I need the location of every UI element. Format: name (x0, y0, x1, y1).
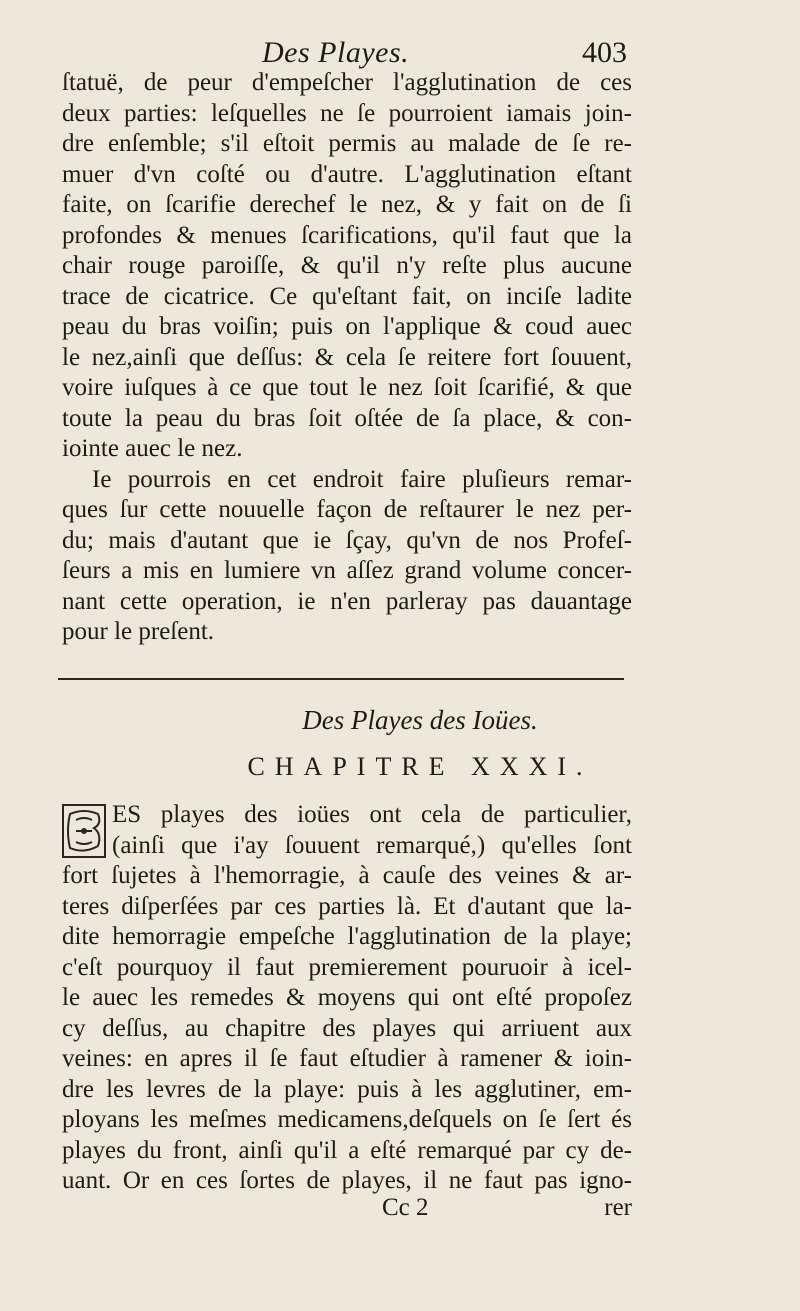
chapter-heading: CHAPITRE XXXI. (247, 752, 593, 781)
text-line: teres diſperſées par ces parties là. Et d'autant que la- (62, 892, 632, 920)
text-line: c'eſt pourquoy il faut premierement pouruoir à icel- (62, 953, 632, 981)
signature-mark: Cc 2 (382, 1194, 429, 1221)
text-line: muer d'vn coſté ou d'autre. L'agglutination eſtant (62, 160, 632, 188)
text-line: pour le preſent. (62, 618, 215, 645)
text-line: fort ſujetes à l'hemorragie, à cauſe des veines & ar- (62, 862, 632, 889)
text-line: dite hemorragie empeſche l'agglutination de la playe; (62, 923, 632, 950)
text-line: voire iuſques à ce que tout le nez ſoit ſcarifié, & que (62, 374, 632, 401)
text-line: ployans les meſmes medicamens,deſquels on ſe ſert és (62, 1106, 632, 1133)
section-title: Des Playes des Ioües. (302, 705, 538, 735)
text-line: ſtatuë, de peur d'empeſcher l'agglutination de ces (62, 69, 632, 96)
page-footer (62, 1194, 632, 1224)
section-divider-rule (58, 678, 624, 680)
text-line: cy deſſus, au chapitre des playes qui arriuent aux (62, 1014, 632, 1042)
text-line: veines: en apres il ſe faut eſtudier à ramener & ioin- (62, 1045, 632, 1072)
text-line: (ainſi que i'ay ſouuent remarqué,) qu'elles ſont (112, 831, 632, 859)
text-line: le nez,ainſi que deſſus: & cela ſe reitere fort ſouuent, (62, 343, 632, 371)
text-line: dre les levres de la playe: puis à les agglutiner, em- (62, 1075, 632, 1103)
text-line: deux parties: leſquelles ne ſe pourroient iamais join- (62, 99, 632, 127)
text-line: ſeurs a mis en lumiere vn aſſez grand volume concer- (62, 557, 632, 584)
text-line: chair rouge paroiſſe, & qu'il n'y reſte plus aucune (62, 252, 632, 279)
text-line: profondes & menues ſcarifications, qu'il faut que la (62, 221, 632, 249)
decorated-initial-icon (62, 804, 106, 858)
catchword: rer (604, 1194, 632, 1221)
text-line: iointe auec le nez. (62, 435, 243, 462)
text-line: toute la peau du bras ſoit oſtée de ſa place, & con- (62, 404, 632, 432)
text-line: peau du bras voiſin; puis on l'applique & coud auec (62, 313, 632, 340)
text-line: Ie pourrois en cet endroit faire pluſieurs remar- (92, 465, 632, 493)
text-line: trace de cicatrice. Ce qu'eſtant fait, on inciſe ladite (62, 282, 632, 310)
text-line: du; mais d'autant que ie ſçay, qu'vn de nos Profeſ- (62, 526, 632, 554)
text-line: ES playes des ioües ont cela de particulier, (112, 801, 632, 828)
text-line: faite, on ſcarifie derechef le nez, & y fait on de ſi (62, 191, 632, 218)
text-line: ques ſur cette nouuelle façon de reſtaurer le nez per- (62, 496, 632, 523)
text-line: playes du front, ainſi qu'il a eſté remarqué par cy de- (62, 1136, 632, 1164)
page-number: 403 (582, 36, 627, 69)
text-line: le auec les remedes & moyens qui ont eſté propoſez (62, 984, 632, 1011)
text-line: uant. Or en ces ſortes de playes, il ne faut pas igno- (62, 1167, 632, 1194)
running-title: Des Playes. (262, 36, 410, 69)
text-line: nant cette operation, ie n'en parleray pas dauantage (62, 587, 632, 615)
lower-text-block (62, 800, 632, 1197)
text-line: dre enſemble; s'il eſtoit permis au malade de ſe re- (62, 130, 632, 157)
upper-text-block (62, 68, 632, 648)
